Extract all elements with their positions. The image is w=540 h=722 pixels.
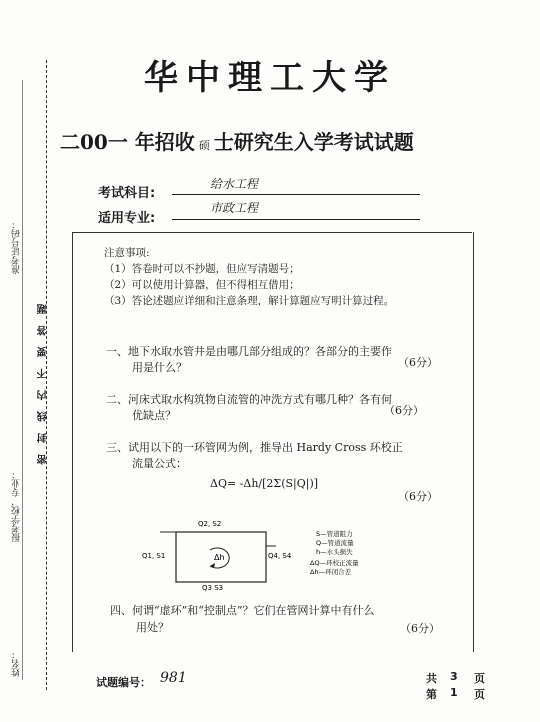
legend-item: S—管道阻力	[316, 530, 353, 538]
diagram-legend	[310, 529, 359, 576]
legend-item: Q—管道流量	[316, 539, 354, 547]
label-right: Q4, S4	[268, 552, 292, 560]
question-2-line1: 二、河床式取水构筑物自流管的冲洗方式有哪几种？各有何	[106, 393, 392, 406]
footer-page-unit: 页	[474, 688, 485, 701]
answer-frame-top	[72, 232, 472, 233]
note-item: （1）答卷时可以不抄题，但应写清题号；	[104, 263, 300, 275]
question-4-line1: 四、何谓“虚环”和“控制点”？它们在管网计算中有什么	[110, 604, 375, 617]
question-2-score: （6分）	[384, 404, 424, 417]
major-value: 市政工程	[210, 201, 259, 215]
question-1-score: （6分）	[398, 356, 438, 369]
side-school-major: 报考学校、专业：	[12, 470, 22, 542]
margin-line	[22, 80, 23, 680]
question-3-line2: 流量公式：	[132, 457, 187, 470]
question-3-line1: 三、试用以下的一环管网为例，推导出 Hardy Cross 环校正	[106, 441, 403, 454]
major-underline	[172, 219, 420, 220]
note-item: （2）可以使用计算器，但不得相互借用；	[104, 279, 300, 291]
legend-item: h—水头损失	[316, 548, 353, 556]
label-bottom: Q3 S3	[202, 584, 224, 592]
note-item: （3）答论述题应详细和注意条理，解计算题应写明计算过程。	[104, 295, 395, 307]
question-3-score: （6分）	[398, 490, 438, 503]
question-2-line2: 优缺点？	[132, 409, 176, 422]
footer-page-label: 第	[426, 688, 437, 701]
side-exam-number: 准考证号码：	[12, 220, 22, 274]
question-1-line2: 用是什么？	[132, 361, 187, 374]
university-title: 华中理工大学	[144, 58, 396, 98]
subject-value: 给水工程	[210, 177, 259, 191]
exam-title-small: 硕	[198, 139, 210, 152]
legend-item: ΔQ—环校正流量	[310, 559, 359, 567]
pipe-network-diagram	[130, 516, 370, 592]
footer-code-value: 981	[160, 670, 187, 686]
question-4-line2: 用处？	[136, 621, 169, 634]
question-4-score: （6分）	[400, 622, 440, 635]
label-top: Q2, S2	[198, 520, 222, 528]
legend-item: Δh—环闭合差	[310, 568, 352, 576]
label-center: Δh	[214, 553, 225, 562]
footer-total-value: 3	[450, 670, 458, 683]
exam-title-post: 士研究生入学考试试题	[213, 130, 414, 154]
footer-total-unit: 页	[474, 672, 485, 685]
footer-code-label: 试题编号：	[96, 676, 151, 689]
subject-label: 考试科目:	[98, 186, 156, 201]
side-seal-text: 密 封 线 内 不 要 答 题	[38, 300, 49, 465]
footer-page-value: 1	[450, 686, 458, 699]
major-label: 适用专业:	[98, 211, 156, 226]
side-name: 姓名：	[12, 650, 22, 677]
exam-title	[60, 126, 414, 155]
exam-title-pre: 年招收	[134, 130, 195, 154]
question-3-formula: ΔQ= -Δh/[2Σ(S|Q|)]	[210, 477, 319, 490]
exam-year: 二00一	[60, 130, 128, 154]
notes-heading: 注意事项:	[104, 247, 150, 259]
subject-underline	[172, 194, 420, 195]
footer-total-label: 共	[426, 672, 437, 685]
question-1-line1: 一、地下水取水管井是由哪几部分组成的？各部分的主要作	[106, 345, 392, 358]
label-left: Q1, S1	[142, 552, 166, 560]
